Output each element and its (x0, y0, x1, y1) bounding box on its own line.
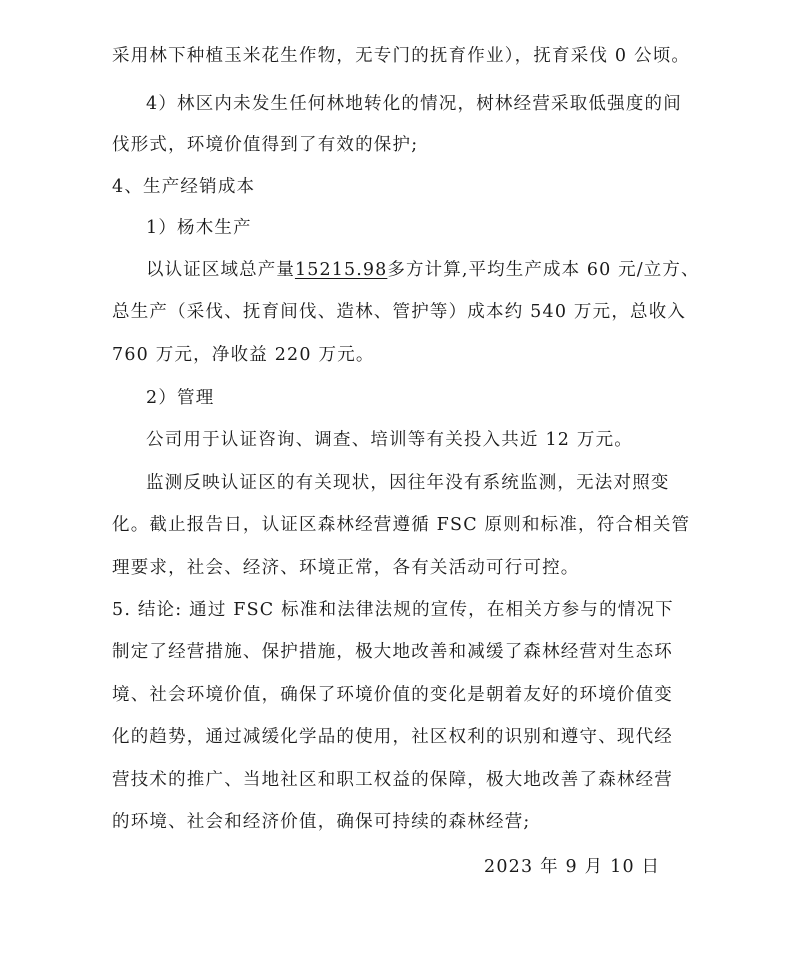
paragraph-line: 4）林区内未发生任何林地转化的情况，树林经营采取低强度的间 (146, 94, 682, 114)
text-span: 多方计算,平均生产成本 60 元/立方、 (387, 260, 700, 280)
paragraph-line: 化的趋势，通过减缓化学品的使用，社区权利的识别和遵守、现代经 (112, 727, 673, 747)
paragraph-line: 监测反映认证区的有关现状，因往年没有系统监测，无法对照变 (146, 473, 670, 493)
paragraph-line: 总生产（采伐、抚育间伐、造林、管护等）成本约 540 万元，总收入 (112, 302, 687, 322)
report-date: 2023 年 9 月 10 日 (484, 857, 661, 877)
paragraph-line: 760 万元，净收益 220 万元。 (112, 345, 375, 365)
text-span: 以认证区域总产量 (146, 260, 295, 280)
paragraph-line (146, 258, 700, 282)
paragraph-line: 采用林下种植玉米花生作物，无专门的抚育作业），抚育采伐 0 公顷。 (112, 46, 691, 66)
paragraph-line: 境、社会环境价值，确保了环境价值的变化是朝着友好的环境价值变 (112, 685, 673, 705)
subsection-heading: 2）管理 (146, 388, 215, 408)
conclusion-line: 5. 结论: 通过 FSC 标准和法律法规的宣传，在相关方参与的情况下 (112, 600, 674, 620)
paragraph-line: 伐形式，环境价值得到了有效的保护; (112, 135, 419, 155)
paragraph-line: 化。截止报告日，认证区森林经营遵循 FSC 原则和标准，符合相关管 (112, 515, 691, 535)
total-output-value: 15215.98 (294, 260, 388, 280)
subsection-heading: 1）杨木生产 (146, 218, 252, 238)
section-heading: 4、生产经销成本 (112, 177, 256, 197)
paragraph-line: 公司用于认证咨询、调查、培训等有关投入共近 12 万元。 (146, 430, 633, 450)
paragraph-line: 的环境、社会和经济价值，确保可持续的森林经营; (112, 812, 531, 832)
paragraph-line: 营技术的推广、当地社区和职工权益的保障，极大地改善了森林经营 (112, 770, 673, 790)
paragraph-line: 制定了经营措施、保护措施，极大地改善和减缓了森林经营对生态环 (112, 642, 673, 662)
paragraph-line: 理要求，社会、经济、环境正常，各有关活动可行可控。 (112, 558, 580, 578)
